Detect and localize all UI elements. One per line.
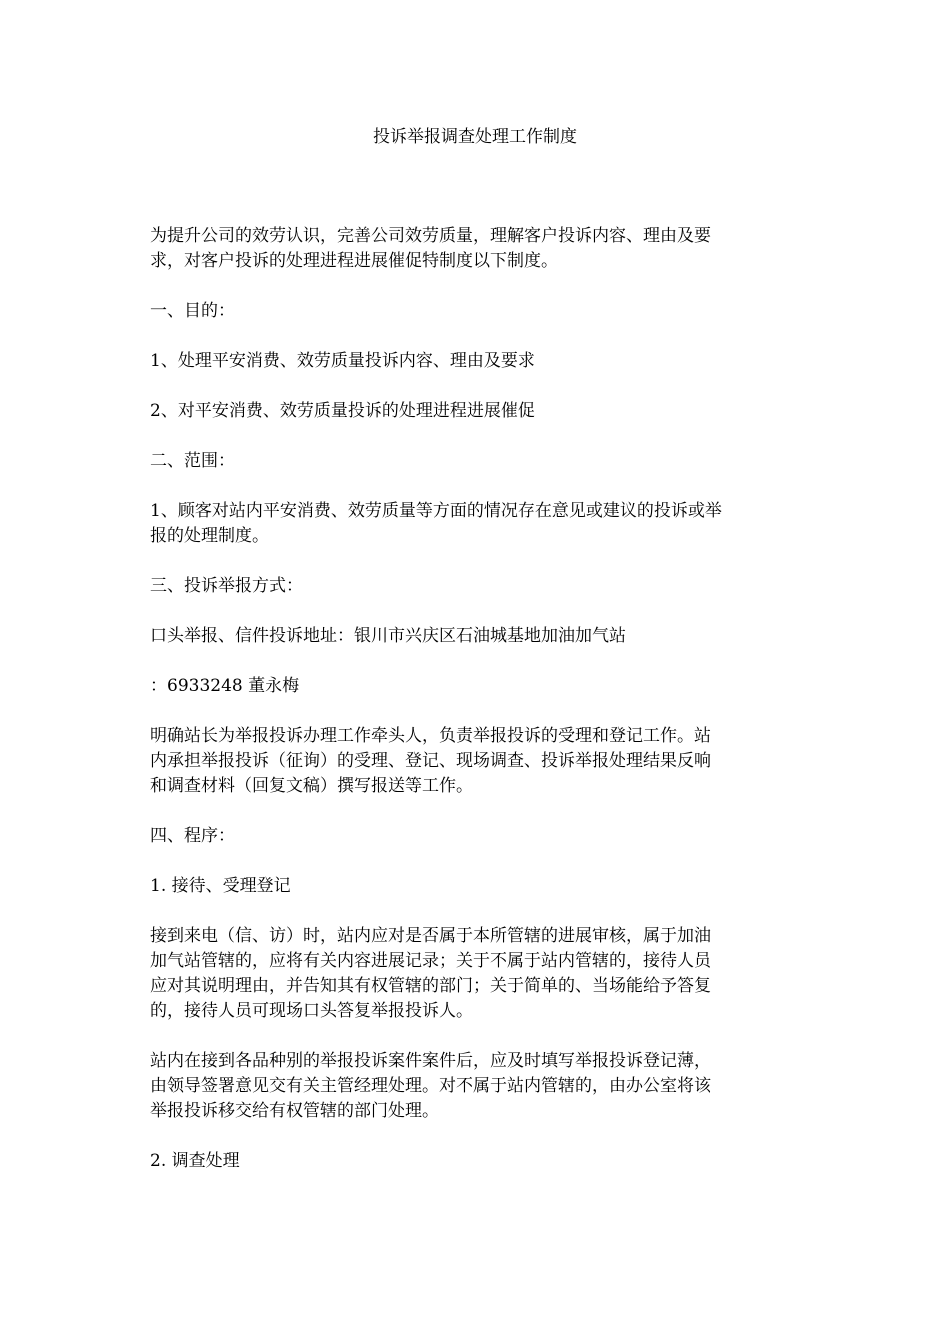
text-line: 明确站长为举报投诉办理工作牵头人，负责举报投诉的受理和登记工作。站	[150, 726, 711, 746]
text-line: 和调查材料（回复文稿）撰写报送等工作。	[150, 776, 473, 796]
section-heading-methods	[150, 574, 800, 599]
section-heading-scope	[150, 449, 800, 474]
document-title: 投诉举报调查处理工作制度	[373, 127, 577, 147]
paragraph-registration	[150, 1049, 800, 1124]
text-line: 报的处理制度。	[150, 526, 269, 546]
paragraph-purpose-1	[150, 349, 800, 374]
text-line: 应对其说明理由，并告知其有权管辖的部门；关于简单的、当场能给予答复	[150, 976, 711, 996]
paragraph-intro	[150, 224, 800, 274]
text-line: 2、对平安消费、效劳质量投诉的处理进程进展催促	[150, 401, 535, 421]
section-heading-purpose	[150, 299, 800, 324]
document-page	[150, 0, 800, 1344]
text-line: 一、目的：	[150, 301, 235, 321]
text-line: 为提升公司的效劳认识，完善公司效劳质量，理解客户投诉内容、理由及要	[150, 226, 711, 246]
subheading-investigation	[150, 1149, 800, 1174]
section-heading-procedure	[150, 824, 800, 849]
paragraph-reception	[150, 924, 800, 1024]
text-line: 由领导签署意见交有关主管经理处理。对不属于站内管辖的，由办公室将该	[150, 1076, 711, 1096]
text-line: 口头举报、信件投诉地址：银川市兴庆区石油城基地加油加气站	[150, 626, 626, 646]
text-line: 求，对客户投诉的处理进程进展催促特制度以下制度。	[150, 251, 558, 271]
text-line: 举报投诉移交给有权管辖的部门处理。	[150, 1101, 439, 1121]
paragraph-address	[150, 624, 800, 649]
paragraph-scope-1	[150, 499, 800, 549]
text-line: ：6933248 董永梅	[150, 676, 300, 696]
subheading-reception	[150, 874, 800, 899]
text-line: 内承担举报投诉（征询）的受理、登记、现场调查、投诉举报处理结果反响	[150, 751, 711, 771]
text-line: 1. 接待、受理登记	[150, 876, 291, 896]
text-line: 的，接待人员可现场口头答复举报投诉人。	[150, 1001, 473, 1021]
text-line: 1、处理平安消费、效劳质量投诉内容、理由及要求	[150, 351, 535, 371]
text-line: 站内在接到各品种别的举报投诉案件案件后，应及时填写举报投诉登记薄，	[150, 1051, 711, 1071]
text-line: 三、投诉举报方式：	[150, 576, 303, 596]
document-body	[150, 224, 800, 1199]
text-line: 1、顾客对站内平安消费、效劳质量等方面的情况存在意见或建议的投诉或举	[150, 501, 722, 521]
text-line: 2. 调查处理	[150, 1151, 240, 1171]
paragraph-purpose-2	[150, 399, 800, 424]
paragraph-contact	[150, 674, 800, 699]
text-line: 接到来电（信、访）时，站内应对是否属于本所管辖的进展审核，属于加油	[150, 926, 711, 946]
text-line: 二、范围：	[150, 451, 235, 471]
text-line: 四、程序：	[150, 826, 235, 846]
text-line: 加气站管辖的，应将有关内容进展记录；关于不属于站内管辖的，接待人员	[150, 951, 711, 971]
paragraph-responsibility	[150, 724, 800, 799]
